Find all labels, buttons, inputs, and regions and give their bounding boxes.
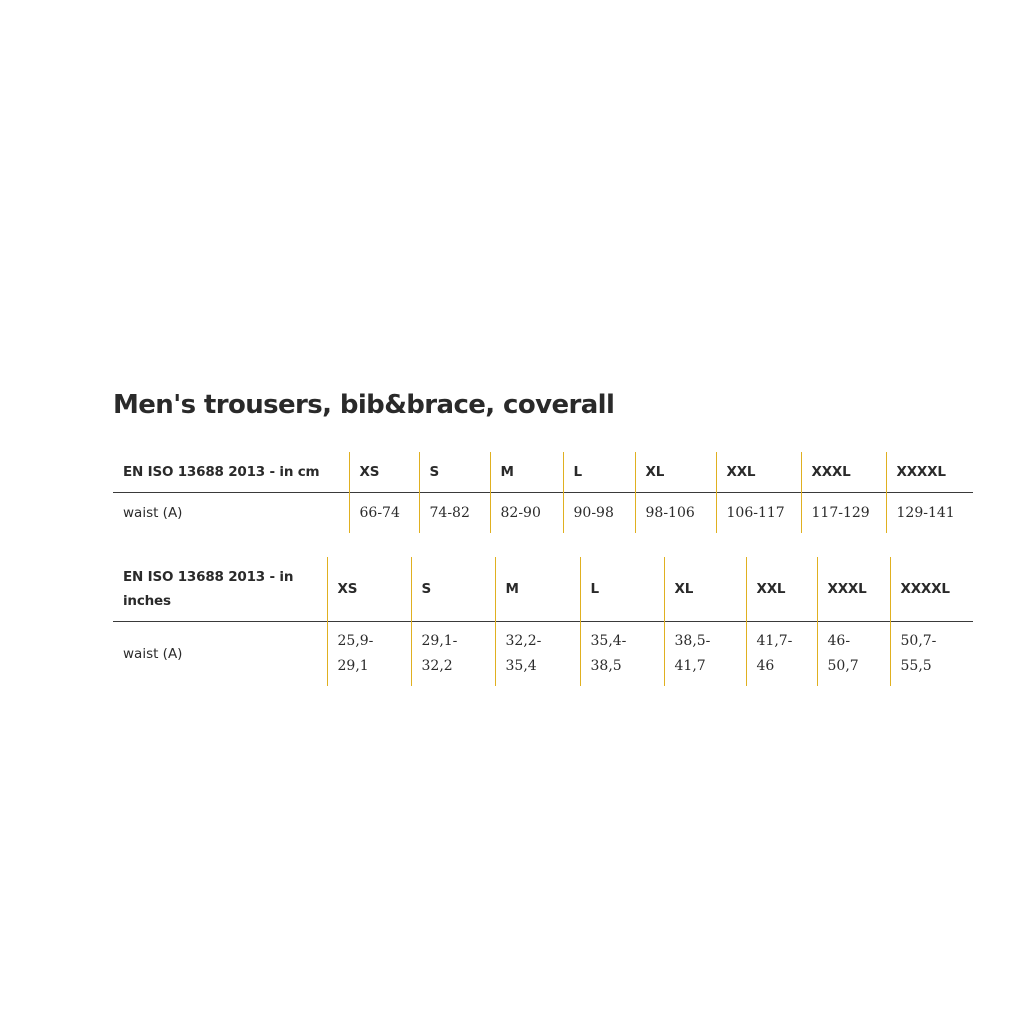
table-cell: 46-​50,7: [817, 622, 890, 687]
size-header-xs: XS: [327, 557, 411, 622]
table-cell: 38,5-​41,7: [664, 622, 746, 687]
table-cell: 25,9-​29,1: [327, 622, 411, 687]
size-header-m: M: [495, 557, 580, 622]
size-header-xxxl: XXXL: [801, 452, 886, 493]
table-cell: 66-74: [349, 493, 419, 534]
table-header-row: [113, 557, 973, 622]
table-cell: 106-117: [716, 493, 801, 534]
size-header-xl: XL: [635, 452, 716, 493]
table-row: [113, 493, 973, 534]
table-header-row: [113, 452, 973, 493]
size-header-s: S: [411, 557, 495, 622]
table-cell: 32,2-​35,4: [495, 622, 580, 687]
table-cell: 35,4-​38,5: [580, 622, 664, 687]
size-header-l: L: [580, 557, 664, 622]
table-cell: 41,7-​46: [746, 622, 817, 687]
table-row: [113, 622, 973, 687]
size-header-xs: XS: [349, 452, 419, 493]
table-cell: 50,7-​55,5: [890, 622, 973, 687]
size-header-xxxxl: XXXXL: [890, 557, 973, 622]
table-header-label: EN ISO 13688 2013 - in inches: [123, 569, 294, 609]
size-header-xxxxl: XXXXL: [886, 452, 973, 493]
size-header-s: S: [419, 452, 490, 493]
table-cell: 74-82: [419, 493, 490, 534]
row-label: waist (A): [123, 505, 183, 521]
size-table-cm: [113, 452, 973, 533]
row-label: waist (A): [123, 646, 183, 662]
table-cell: 117-129: [801, 493, 886, 534]
size-header-l: L: [563, 452, 635, 493]
table-cell: 90-98: [563, 493, 635, 534]
table-header-label: EN ISO 13688 2013 - in cm: [123, 464, 320, 480]
size-header-xxl: XXL: [716, 452, 801, 493]
page-title: Men's trousers, bib&brace, coverall: [113, 390, 615, 420]
size-header-xxl: XXL: [746, 557, 817, 622]
table-cell: 98-106: [635, 493, 716, 534]
table-cell: 129-141: [886, 493, 973, 534]
size-header-xl: XL: [664, 557, 746, 622]
size-header-m: M: [490, 452, 563, 493]
size-table-inches: [113, 557, 973, 686]
table-cell: 82-90: [490, 493, 563, 534]
table-cell: 29,1-​32,2: [411, 622, 495, 687]
size-header-xxxl: XXXL: [817, 557, 890, 622]
